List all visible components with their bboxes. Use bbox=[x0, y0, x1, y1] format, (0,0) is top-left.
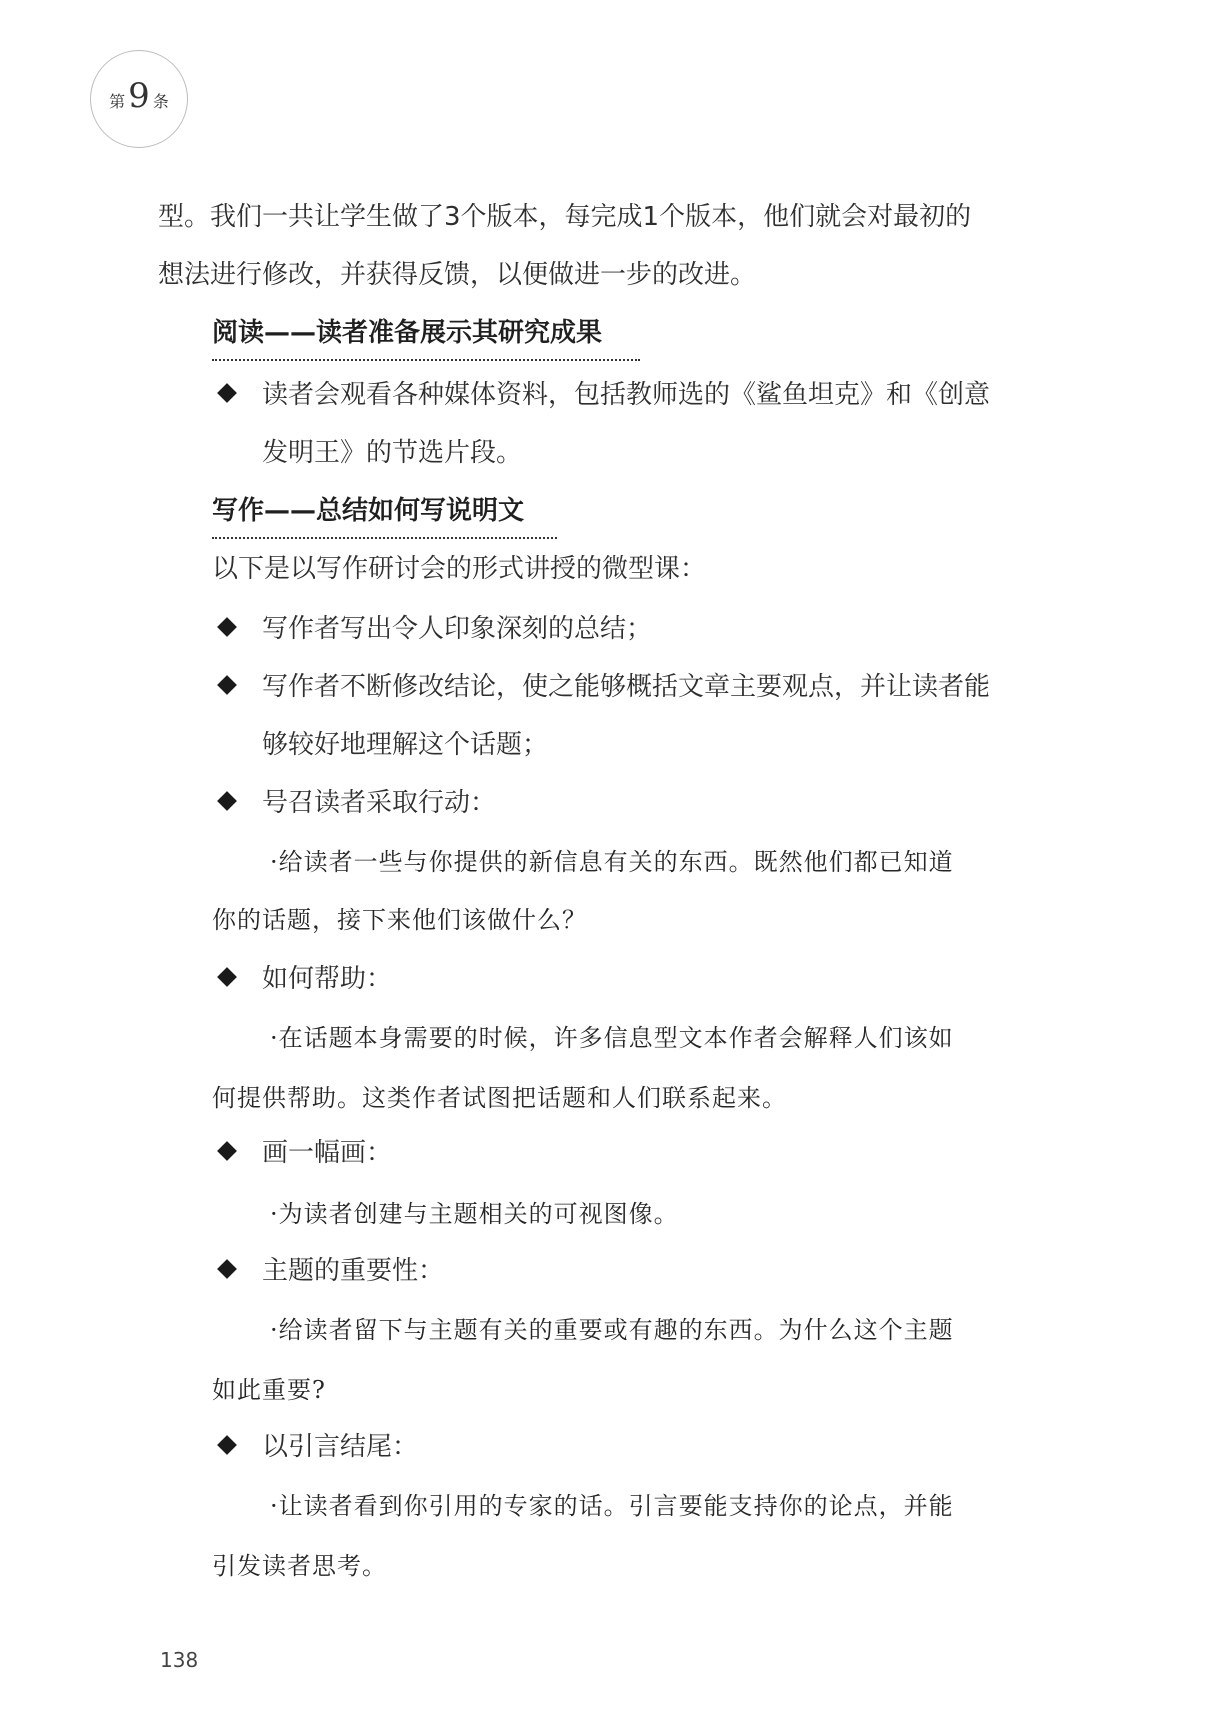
writing-bullet-4-detail-line-2: 何提供帮助。这类作者试图把话题和人们联系起来。 bbox=[212, 1084, 787, 1112]
chapter-badge-prefix: 第 bbox=[109, 92, 126, 111]
writing-bullet-6: 主题的重要性： bbox=[262, 1256, 445, 1286]
chapter-badge-suffix: 条 bbox=[152, 92, 169, 111]
bullet-diamond-icon bbox=[217, 1141, 237, 1161]
writing-bullet-5: 画一幅画： bbox=[262, 1138, 393, 1168]
writing-bullet-3-detail-line-1: ·给读者一些与你提供的新信息有关的东西。既然他们都已知道 bbox=[270, 848, 954, 876]
bullet-diamond-icon bbox=[217, 675, 237, 695]
writing-bullet-4: 如何帮助： bbox=[262, 964, 393, 994]
intro-line-1: 型。我们一共让学生做了3个版本，每完成1个版本，他们就会对最初的 bbox=[158, 202, 972, 232]
writing-intro: 以下是以写作研讨会的形式讲授的微型课： bbox=[212, 554, 707, 584]
section-heading-reading: 阅读——读者准备展示其研究成果 bbox=[212, 318, 603, 348]
bullet-diamond-icon bbox=[217, 791, 237, 811]
section-heading-writing-underline bbox=[212, 537, 557, 539]
reading-bullet-1-line-1: 读者会观看各种媒体资料，包括教师选的《鲨鱼坦克》和《创意 bbox=[262, 380, 991, 410]
writing-bullet-4-detail-line-1: ·在话题本身需要的时候，许多信息型文本作者会解释人们该如 bbox=[270, 1024, 954, 1052]
bullet-diamond-icon bbox=[217, 967, 237, 987]
section-heading-reading-underline bbox=[212, 359, 640, 361]
writing-bullet-6-detail-line-1: ·给读者留下与主题有关的重要或有趣的东西。为什么这个主题 bbox=[270, 1316, 954, 1344]
writing-bullet-5-detail-line-1: ·为读者创建与主题相关的可视图像。 bbox=[270, 1200, 679, 1228]
section-heading-writing: 写作——总结如何写说明文 bbox=[212, 496, 525, 526]
writing-bullet-7-detail-line-2: 引发读者思考。 bbox=[212, 1552, 387, 1580]
page-number: 138 bbox=[160, 1648, 199, 1672]
chapter-badge bbox=[90, 50, 188, 148]
writing-bullet-7-detail-line-1: ·让读者看到你引用的专家的话。引言要能支持你的论点，并能 bbox=[270, 1492, 954, 1520]
intro-line-2: 想法进行修改，并获得反馈，以便做进一步的改进。 bbox=[158, 260, 757, 290]
bullet-diamond-icon bbox=[217, 383, 237, 403]
writing-bullet-7: 以引言结尾： bbox=[262, 1432, 419, 1462]
writing-bullet-2-line-2: 够较好地理解这个话题； bbox=[262, 730, 549, 760]
reading-bullet-1-line-2: 发明王》的节选片段。 bbox=[262, 438, 523, 468]
writing-bullet-3: 号召读者采取行动： bbox=[262, 788, 497, 818]
bullet-diamond-icon bbox=[217, 1435, 237, 1455]
writing-bullet-6-detail-line-2: 如此重要? bbox=[212, 1376, 326, 1404]
writing-bullet-3-detail-line-2: 你的话题，接下来他们该做什么？ bbox=[212, 906, 587, 934]
chapter-badge-number: 9 bbox=[128, 76, 150, 116]
writing-bullet-1: 写作者写出令人印象深刻的总结； bbox=[262, 614, 653, 644]
bullet-diamond-icon bbox=[217, 617, 237, 637]
writing-bullet-2-line-1: 写作者不断修改结论，使之能够概括文章主要观点，并让读者能 bbox=[262, 672, 991, 702]
bullet-diamond-icon bbox=[217, 1259, 237, 1279]
